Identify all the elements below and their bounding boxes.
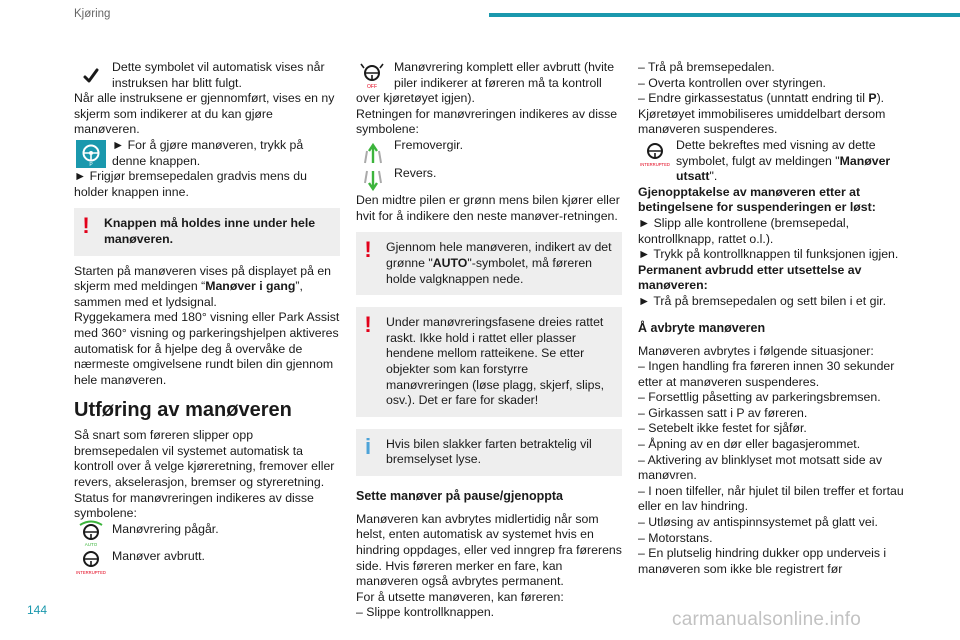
reverse-arrows-icon [358, 167, 388, 195]
warning-icon: ! [364, 312, 372, 338]
list-item: – Ingen handling fra føreren innen 30 sekunder etter at manøveren suspenderes. [638, 359, 895, 389]
svg-text:OFF: OFF [367, 84, 377, 90]
list-item: – Aktivering av blinklyset mot motsatt side av manøvren. [638, 452, 882, 483]
paragraph: Ryggekamera med 180° visning eller Park Assist med 360° visning og parkeringshjelpen aktiveres automatisk for å hjelpe deg å overvåke de nærmeste omgivelsene rundt bilen din gjennom hele manøveren. [74, 310, 340, 387]
forward-text: Fremovergir. [394, 137, 464, 152]
column-1 [74, 60, 340, 576]
header-accent-bar [489, 13, 960, 17]
list-item: – Girkassen satt i P av føreren. [638, 405, 808, 420]
svg-text:INTERRUPTED: INTERRUPTED [640, 161, 670, 167]
list-item: – Utløsing av antispinnsystemet på glatt vei. [638, 515, 878, 530]
info-icon: i [364, 433, 372, 459]
paragraph: Når alle instruksene er gjennomført, vises en ny skjerm som indikerer at du kan gjøre manøveren. [74, 91, 335, 137]
watermark: carmanualsonline.info [672, 609, 862, 630]
suspended-text: Dette bekreftes med visning av dette symbolet, fulgt av meldingen "Manøver utsatt". [676, 137, 891, 184]
subsection-heading: Å avbryte manøveren [638, 320, 766, 335]
section-heading: Utføring av manøveren [74, 399, 292, 422]
list-item: – Endre girkassestatus (unntatt endring til P). [638, 91, 885, 106]
paragraph: Retningen for manøvreringen indikeres av disse symbolene: [356, 106, 618, 137]
paragraph: Status for manøvreringen indikeres av disse symbolene: [74, 490, 314, 521]
auto-row [74, 521, 340, 547]
info-text: Hvis bilen slakker farten betraktelig vil bremselyset lyse. [386, 436, 592, 467]
interrupted-text: Manøver avbrutt. [112, 549, 205, 564]
button-row [74, 138, 340, 169]
forward-arrows-icon [358, 139, 388, 167]
steering-wheel-off-icon [356, 60, 388, 90]
off-text: Manøvrering komplett eller avbrutt (hvite piler indikerer at føreren må ta kontroll over kjøretøyet igjen). [356, 60, 615, 106]
paragraph: Den midtre pilen er grønn mens bilen kjører eller hvit for å indikere den neste manøver-retningen. [356, 193, 620, 223]
paragraph: For å utsette manøveren, kan føreren: [356, 589, 564, 604]
reverse-text: Revers. [394, 165, 437, 180]
svg-text:INTERRUPTED: INTERRUPTED [76, 570, 106, 576]
warning-text: Knappen må holdes inne under hele manøveren. [104, 216, 316, 246]
auto-text: Manøvrering pågår. [112, 521, 219, 536]
list-item: – Motorstans. [638, 530, 713, 545]
steering-wheel-interrupted-icon [76, 548, 106, 576]
button-text: ► For å gjøre manøveren, trykk på denne knappen. [112, 137, 304, 168]
suspended-row [638, 138, 904, 185]
off-row [356, 60, 622, 107]
paragraph: Manøveren avbrytes i følgende situasjoner: [638, 343, 874, 358]
list-item: – Slippe kontrollknappen. [356, 605, 495, 620]
park-assist-button-icon [76, 140, 106, 168]
page-number: 144 [27, 603, 48, 617]
list-item: – Åpning av en dør eller bagasjerommet. [638, 437, 861, 452]
paragraph: ► Frigjør bremsepedalen gradvis mens du holder knappen inne. [74, 169, 307, 199]
forward-row [356, 138, 622, 154]
bold-subheading: Permanent avbrudd etter utsettelse av manøveren: [638, 262, 862, 293]
warning-icon: ! [82, 213, 90, 239]
paragraph: Starten på manøveren vises på displayet på en skjerm med meldingen “Manøver i gang”, sammen med et lydsignal. [74, 263, 332, 309]
steering-wheel-auto-icon [76, 519, 106, 547]
paragraph: Kjøretøyet immobiliseres umiddelbart dersom manøveren suspenderes. [638, 106, 886, 137]
warning-text: Under manøvreringsfasene dreies rattet raskt. Ikke hold i rattet eller plasser hendene mellom ratteikene. Se etter objekter som kan forstyrre manøvreringen (løse plagg, skjerf, slips, osv.). Det er fare for skader! [386, 315, 605, 408]
check-text: Dette symbolet vil automatisk vises når instruksen har blitt fulgt. [112, 60, 325, 90]
subsection-heading: Sette manøver på pause/gjenoppta [356, 488, 563, 503]
list-item: – I noen tilfeller, når hjulet til bilen treffer et fortau eller en lav hindring. [638, 483, 904, 514]
warning-note [74, 208, 340, 255]
paragraph: Manøveren kan avbrytes midlertidig når som helst, enten automatisk av systemet hvis en hindring oppdages, eller ved inngrep fra førerens side. Hvis føreren merker en fare, kan manøveren også avbrytes permanent. [356, 511, 622, 589]
list-item: – Forsettlig påsetting av parkeringsbremsen. [638, 390, 881, 405]
info-note [356, 429, 622, 476]
column-2 [356, 60, 622, 621]
list-item: – En plutselig hindring dukker opp underveis i manøveren som ikke ble registrert før [638, 546, 887, 576]
steering-wheel-interrupted-icon [640, 140, 670, 168]
warning-icon: ! [364, 237, 372, 263]
warning-note [356, 232, 622, 295]
svg-text:AUTO: AUTO [84, 541, 98, 547]
list-item: – Overta kontrollen over styringen. [638, 75, 826, 90]
svg-text:P: P [89, 161, 93, 168]
list-item: – Trå på bremsepedalen. [638, 60, 775, 74]
warning-text: Gjennom hele manøveren, indikert av det grønne "AUTO"-symbolet, må føreren holde valgknappen nede. [386, 240, 612, 286]
check-icon [76, 61, 106, 89]
bold-subheading: Gjenopptakelse av manøveren etter at betingelsene for suspenderingen er løst: [638, 184, 876, 215]
paragraph: ► Trykk på kontrollknappen til funksjonen igjen. [638, 247, 899, 262]
warning-note [356, 307, 622, 417]
header-section: Kjøring [74, 8, 111, 20]
list-item: – Setebelt ikke festet for sjåfør. [638, 421, 807, 436]
paragraph: ► Trå på bremsepedalen og sett bilen i et gir. [638, 293, 887, 308]
column-3 [638, 60, 904, 577]
reverse-row [356, 166, 622, 182]
interrupted-row [74, 549, 340, 576]
check-row [74, 60, 340, 91]
paragraph: Så snart som føreren slipper opp bremsepedalen vil systemet automatisk ta kontroll over å velge kjøreretning, fremover eller revers, akselerasjon, bremser og styreretning. [74, 428, 335, 490]
paragraph: ► Slipp alle kontrollene (bremsepedal, kontrollknapp, rattet o.l.). [638, 215, 850, 246]
